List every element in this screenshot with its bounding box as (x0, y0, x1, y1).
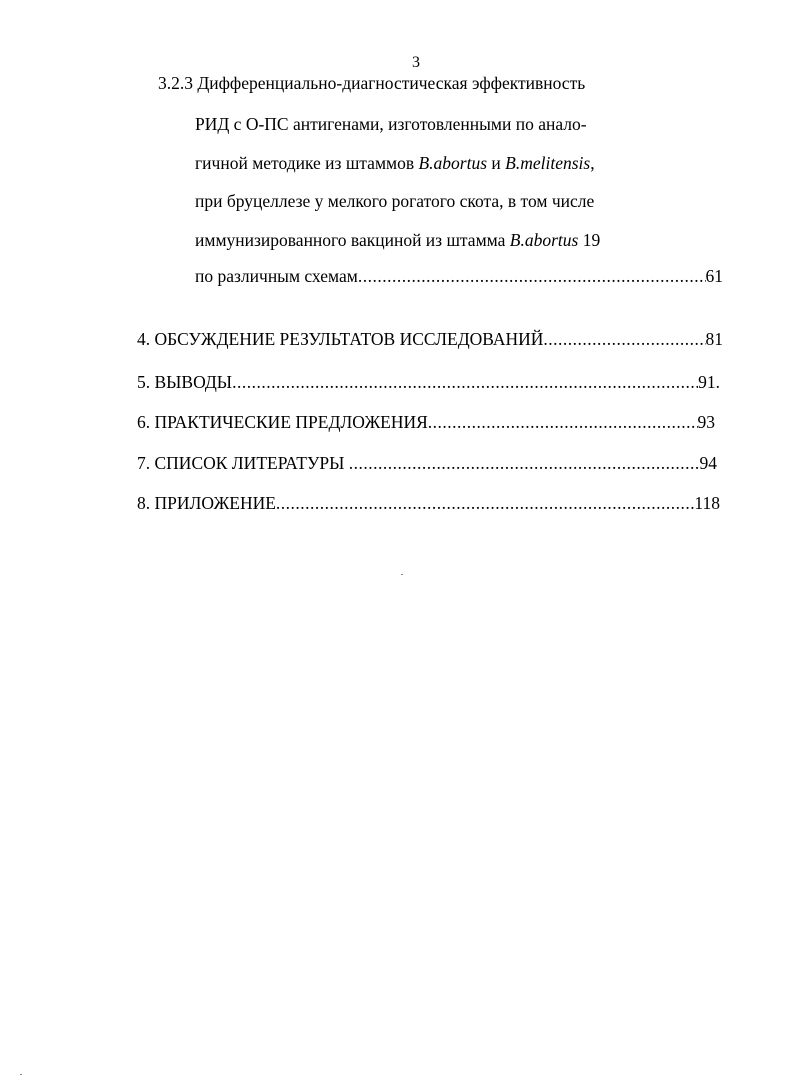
species-name-abortus-19: B.abortus (509, 230, 579, 250)
toc-3-2-3-line-6 (195, 264, 723, 288)
toc-entry-6 (137, 410, 715, 434)
toc-entry-title: 8. ПРИЛОЖЕНИЕ (137, 493, 276, 513)
toc-entry-title: 6. ПРАКТИЧЕСКИЕ ПРЕДЛОЖЕНИЯ (137, 412, 428, 432)
species-name-abortus: B.abortus (418, 153, 488, 173)
toc-entry-5 (137, 370, 720, 394)
toc-3-2-3-line-4: при бруцеллезе у мелкого рогатого скота, в том числе (195, 191, 595, 211)
toc-entry-page: 93 (697, 412, 715, 432)
scan-speck (20, 1074, 22, 1075)
toc-entry-title: 4. ОБСУЖДЕНИЕ РЕЗУЛЬТАТОВ ИССЛЕДОВАНИЙ (137, 329, 544, 349)
toc-entry-page: 61 (705, 266, 723, 286)
toc-3-2-3-line-5 (195, 228, 600, 252)
toc-entry-4 (137, 327, 723, 351)
toc-entry-title: 7. СПИСОК ЛИТЕРАТУРЫ (137, 453, 349, 473)
toc-entry-title: 5. ВЫВОДЫ (137, 372, 233, 392)
scan-speck (401, 574, 403, 575)
line-3-text-c: , (590, 153, 595, 173)
toc-entry-8 (137, 491, 720, 515)
line-5-text-a: иммунизированного вакциной из штамма (195, 230, 510, 250)
toc-entry-page: 81 (705, 329, 723, 349)
line-3-text-a: гичной методике из штаммов (195, 153, 419, 173)
leader-dots (543, 327, 705, 351)
leader-dots (276, 491, 694, 515)
species-name-melitensis: B.melitensis (505, 153, 591, 173)
page-number: 3 (412, 54, 420, 71)
leader-dots (349, 451, 700, 475)
toc-entry-title: по различным схемам (195, 266, 358, 286)
toc-entry-7 (137, 451, 717, 475)
toc-3-2-3-line-3 (195, 151, 595, 175)
toc-entry-page: 94 (699, 453, 717, 473)
leader-dots (232, 370, 698, 394)
toc-3-2-3-line-1: 3.2.3 Дифференциально-диагностическая эффективность (158, 73, 586, 93)
toc-entry-page: 91. (698, 372, 720, 392)
leader-dots (428, 410, 698, 434)
toc-entry-page: 118 (694, 493, 720, 513)
line-5-text-b: 19 (578, 230, 601, 250)
toc-3-2-3-line-2: РИД с О-ПС антигенами, изготовленными по анало- (195, 114, 587, 134)
leader-dots (358, 264, 706, 288)
line-3-text-b: и (487, 153, 506, 173)
